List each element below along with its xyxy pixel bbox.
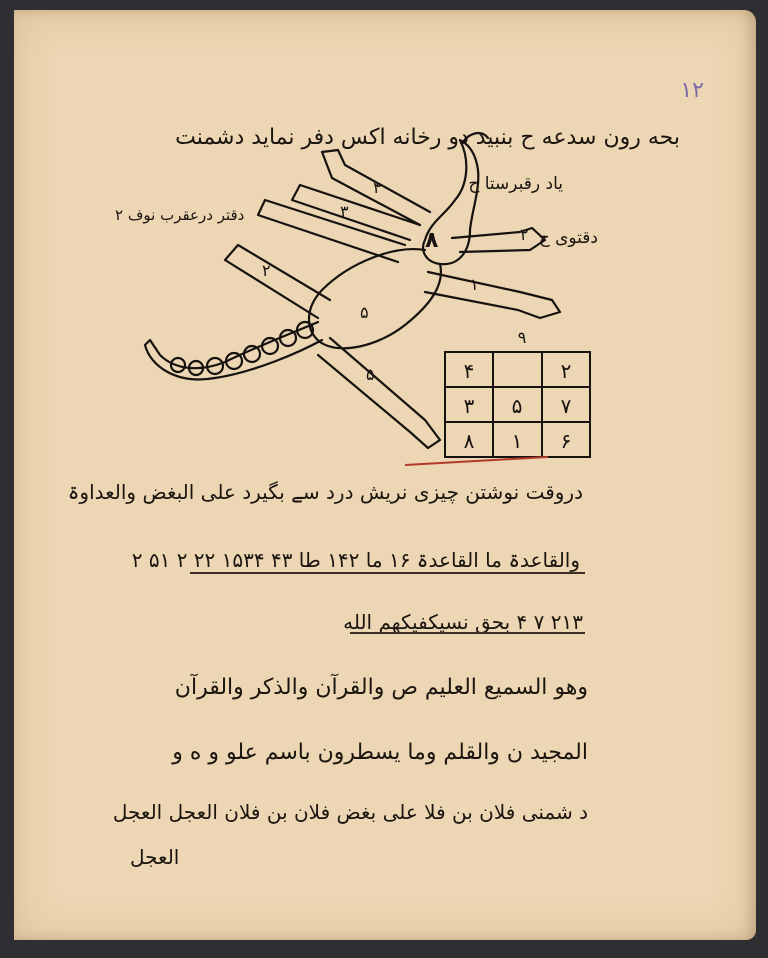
text-line: دروقت نوشتن چیزی نریش درد سے بگیرد علی البغض والعداوۃ	[67, 480, 583, 504]
figure-number: ۵	[366, 365, 375, 384]
magic-square-cell: ۴	[463, 359, 475, 383]
text-line: والقاعدۃ ما القاعدۃ ۱۶ ما ۱۴۲ طا ۴۳ ۱۵۳۴ ۲۲ ۲ ۵۱ ۲	[131, 548, 580, 572]
magic-square-cell: ۲	[560, 359, 572, 383]
magic-square-top-mark: ۹	[517, 328, 527, 347]
text-line: العجل	[130, 845, 180, 869]
text-line: المجید ن والقلم وما یسطرون باسم علو و ه و	[172, 740, 588, 765]
magic-square-cell: ۵	[511, 394, 523, 418]
side-note-right: یاد رقبرستا ح	[468, 174, 563, 194]
figure-number: ۱	[470, 275, 479, 294]
figure-number: ۳	[340, 202, 349, 221]
text-line: وهو السمیع العلیم ص والقرآن والذکر والقرآن	[174, 675, 588, 700]
figure-number: ۸	[425, 228, 439, 253]
magic-square-cell: ۸	[463, 429, 475, 453]
text-line: د شمنی فلان بن فلا علی بغض فلان بن فلان العجل العجل	[112, 800, 588, 824]
side-note-right-3: دقتوی ح	[538, 228, 598, 248]
magic-square-cell: ۱	[511, 429, 523, 453]
figure-number: ۴	[373, 178, 382, 197]
folio-number: ۱۲	[680, 78, 704, 103]
magic-square-cell: ۷	[560, 394, 572, 418]
figure-number: ۲	[520, 225, 529, 244]
text-line: ۲۱۳ ۷ ۴ بحق نسیکفیکهم الله	[343, 610, 583, 634]
magic-square-cell: ۳	[463, 394, 475, 418]
magic-square-cell: ۶	[560, 429, 572, 453]
figure-number: ۲	[262, 261, 271, 280]
figure-number: ۵	[360, 303, 369, 322]
side-note-left: دقتر درعقرب نوف ۲	[115, 206, 245, 224]
heading-line: بحه رون سدعه ح بنبید دو رخانه اکس دفر نماید دشمنت	[175, 125, 680, 150]
